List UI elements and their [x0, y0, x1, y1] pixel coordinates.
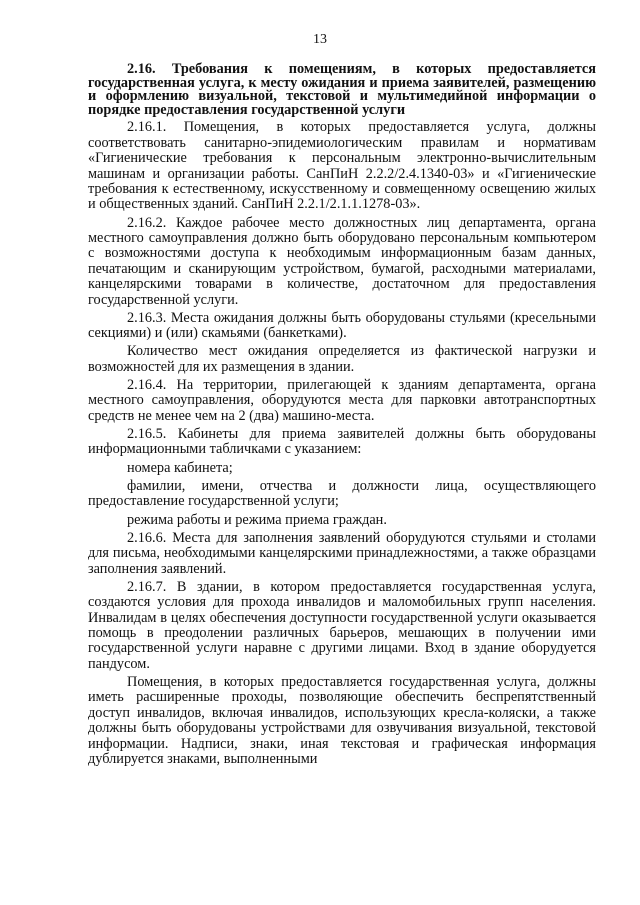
section-content	[88, 63, 596, 767]
paragraph-2-16-5: 2.16.5. Кабинеты для приема заявителей должны быть оборудованы информационными табличками с указанием:	[88, 426, 596, 458]
list-item-work-schedule: режима работы и режима приема граждан.	[127, 511, 387, 528]
list-item-official-name: фамилии, имени, отчества и должности лица, осуществляющего предоставление государственной услуги;	[88, 477, 596, 510]
paragraph-2-16-1: 2.16.1. Помещения, в которых предоставляется услуга, должны соответствовать санитарно-эпидемиологическим правилам и нормативам «Гигиенические требования к персональным электронно-вычислительным машинам и организации работы. СанПиН 2.2.2/2.4.1340-03» и «Гигиенические требования к естественному, искусственному и совмещенному освещению жилых и общественных зданий. СанПиН 2.2.1/2.1.1.1278-03».	[88, 119, 596, 213]
paragraph-waiting-seats: Количество мест ожидания определяется из фактической нагрузки и возможностей для их размещения в здании.	[88, 343, 596, 375]
page-number: 13	[313, 32, 327, 47]
paragraph-2-16-3: 2.16.3. Места ожидания должны быть оборудованы стульями (кресельными секциями) и (или) скамьями (банкетками).	[88, 309, 596, 342]
paragraph-2-16-2: 2.16.2. Каждое рабочее место должностных лиц департамента, органа местного самоуправления должно быть оборудовано персональным компьютером с возможностями доступа к необходимым информационным базам данных, печатающим и сканирующим устройством, бумагой, расходными материалами, канцелярскими товарами в количестве, достаточном для предоставления государственной услуги.	[88, 214, 596, 308]
list-item-room-number: номера кабинета;	[127, 459, 233, 476]
paragraph-2-16-7: 2.16.7. В здании, в котором предоставляется государственная услуга, создаются условия для прохода инвалидов и маломобильных групп населения. Инвалидам в целях обеспечения доступности государственной услуги оказывается помощь в преодолении различных барьеров, мешающих в получении ими государственной услуги наравне с другими лицами. Вход в здание оборудуется пандусом.	[88, 578, 596, 672]
section-heading: 2.16. Требования к помещениям, в которых предоставляется государственная услуга, к месту ожидания и приема заявителей, размещению и оформлению визуальной, текстовой и мультимедийной информации о порядке предоставления государственной услуги	[88, 61, 596, 118]
paragraph-2-16-6: 2.16.6. Места для заполнения заявлений оборудуются стульями и столами для письма, необходимыми канцелярскими принадлежностями, а также образцами заполнения заявлений.	[88, 529, 596, 577]
paragraph-2-16-4: 2.16.4. На территории, прилегающей к зданиям департамента, органа местного самоуправления, оборудуются места для парковки автотранспортных средств не менее чем на 2 (два) машино-места.	[88, 377, 596, 424]
paragraph-accessibility: Помещения, в которых предоставляется государственная услуга, должны иметь расширенные проходы, позволяющие обеспечить беспрепятственный доступ инвалидов, включая инвалидов, использующих кресла-коляски, а также должны быть оборудованы устройствами для озвучивания визуальной, текстовой информации. Надписи, знаки, иная текстовая и графическая информация дублируется знаками, выполненными	[88, 673, 596, 767]
